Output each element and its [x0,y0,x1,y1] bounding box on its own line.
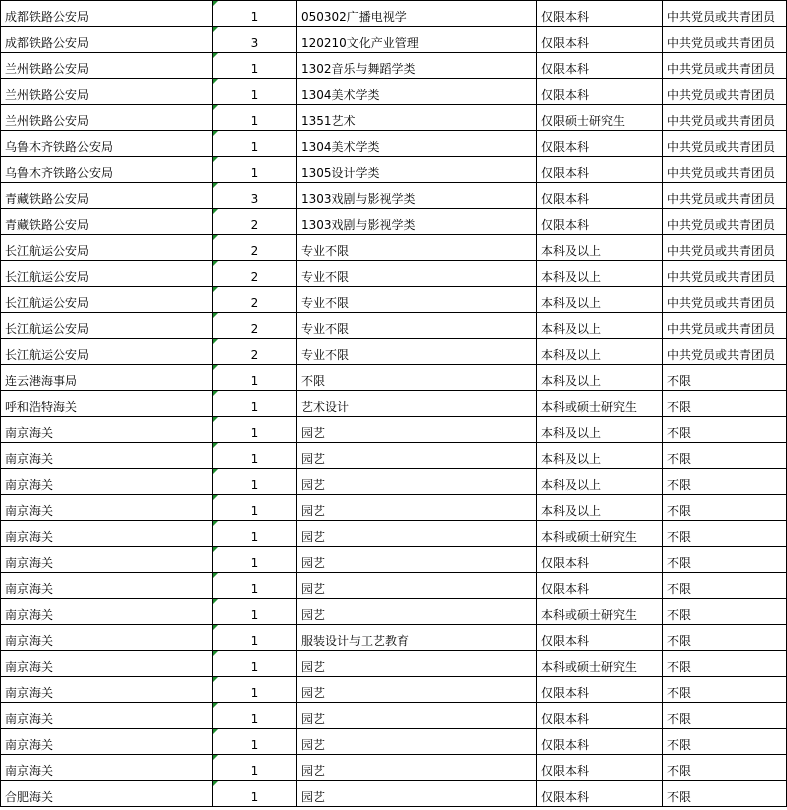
cell-political-status[interactable]: 中共党员或共青团员 [663,183,787,209]
cell-major[interactable]: 1304美术学类 [297,131,537,157]
cell-education[interactable]: 仅限硕士研究生 [537,105,663,131]
cell-education[interactable]: 本科或硕士研究生 [537,599,663,625]
cell-count[interactable]: 2 [213,313,297,339]
cell-major[interactable]: 园艺 [297,703,537,729]
cell-education[interactable]: 仅限本科 [537,183,663,209]
cell-count[interactable]: 1 [213,157,297,183]
table-row [1,495,787,521]
cell-political-status[interactable]: 不限 [663,781,787,807]
table-row [1,651,787,677]
cell-education[interactable]: 仅限本科 [537,703,663,729]
cell-education[interactable]: 本科或硕士研究生 [537,651,663,677]
cell-political-status[interactable]: 中共党员或共青团员 [663,53,787,79]
cell-education[interactable]: 仅限本科 [537,209,663,235]
cell-political-status[interactable]: 中共党员或共青团员 [663,313,787,339]
cell-unit[interactable]: 长江航运公安局 [1,235,213,261]
cell-major[interactable]: 园艺 [297,521,537,547]
cell-unit[interactable]: 南京海关 [1,443,213,469]
cell-unit[interactable]: 成都铁路公安局 [1,27,213,53]
cell-political-status[interactable]: 中共党员或共青团员 [663,1,787,27]
cell-unit[interactable]: 呼和浩特海关 [1,391,213,417]
cell-count[interactable]: 1 [213,365,297,391]
cell-unit[interactable]: 兰州铁路公安局 [1,53,213,79]
cell-education[interactable]: 仅限本科 [537,131,663,157]
cell-political-status[interactable]: 不限 [663,729,787,755]
table-row [1,183,787,209]
cell-education[interactable]: 仅限本科 [537,1,663,27]
cell-major[interactable]: 050302广播电视学 [297,1,537,27]
table-row [1,339,787,365]
cell-major[interactable]: 1304美术学类 [297,79,537,105]
cell-political-status[interactable]: 中共党员或共青团员 [663,27,787,53]
table-row [1,443,787,469]
cell-unit[interactable]: 成都铁路公安局 [1,1,213,27]
cell-major[interactable]: 专业不限 [297,261,537,287]
cell-political-status[interactable]: 不限 [663,651,787,677]
cell-unit[interactable]: 南京海关 [1,651,213,677]
table-row [1,677,787,703]
cell-count[interactable]: 2 [213,261,297,287]
cell-major[interactable]: 1351艺术 [297,105,537,131]
cell-count[interactable]: 2 [213,339,297,365]
cell-unit[interactable]: 南京海关 [1,547,213,573]
cell-unit[interactable]: 南京海关 [1,625,213,651]
table-row [1,599,787,625]
table-row [1,235,787,261]
cell-unit[interactable]: 长江航运公安局 [1,287,213,313]
cell-unit[interactable]: 南京海关 [1,729,213,755]
cell-count[interactable]: 1 [213,1,297,27]
cell-count[interactable]: 1 [213,417,297,443]
cell-major[interactable]: 园艺 [297,729,537,755]
table-row [1,703,787,729]
cell-unit[interactable]: 南京海关 [1,677,213,703]
cell-count[interactable]: 1 [213,703,297,729]
cell-education[interactable]: 仅限本科 [537,625,663,651]
cell-unit[interactable]: 南京海关 [1,703,213,729]
cell-political-status[interactable]: 不限 [663,469,787,495]
table-row [1,573,787,599]
cell-political-status[interactable]: 中共党员或共青团员 [663,131,787,157]
cell-education[interactable]: 仅限本科 [537,27,663,53]
cell-count[interactable]: 1 [213,625,297,651]
cell-count[interactable]: 1 [213,781,297,807]
cell-unit[interactable]: 合肥海关 [1,781,213,807]
cell-education[interactable]: 仅限本科 [537,157,663,183]
cell-unit[interactable]: 连云港海事局 [1,365,213,391]
cell-education[interactable]: 本科及以上 [537,339,663,365]
cell-count[interactable]: 2 [213,287,297,313]
cell-education[interactable]: 仅限本科 [537,781,663,807]
cell-count[interactable]: 1 [213,131,297,157]
cell-major[interactable]: 专业不限 [297,235,537,261]
cell-political-status[interactable]: 中共党员或共青团员 [663,339,787,365]
cell-major[interactable]: 园艺 [297,781,537,807]
cell-education[interactable]: 仅限本科 [537,547,663,573]
cell-political-status[interactable]: 中共党员或共青团员 [663,209,787,235]
cell-major[interactable]: 专业不限 [297,339,537,365]
cell-count[interactable]: 1 [213,755,297,781]
cell-major[interactable]: 不限 [297,365,537,391]
cell-political-status[interactable]: 中共党员或共青团员 [663,157,787,183]
cell-political-status[interactable]: 不限 [663,443,787,469]
cell-education[interactable]: 仅限本科 [537,729,663,755]
cell-education[interactable]: 仅限本科 [537,53,663,79]
cell-education[interactable]: 本科及以上 [537,469,663,495]
table-row [1,209,787,235]
cell-political-status[interactable]: 中共党员或共青团员 [663,105,787,131]
cell-unit[interactable]: 南京海关 [1,521,213,547]
cell-unit[interactable]: 南京海关 [1,495,213,521]
table-row [1,313,787,339]
cell-unit[interactable]: 乌鲁木齐铁路公安局 [1,157,213,183]
cell-major[interactable]: 1305设计学类 [297,157,537,183]
cell-count[interactable]: 1 [213,651,297,677]
table-row [1,625,787,651]
cell-education[interactable]: 仅限本科 [537,677,663,703]
cell-unit[interactable]: 南京海关 [1,469,213,495]
cell-political-status[interactable]: 中共党员或共青团员 [663,79,787,105]
cell-major[interactable]: 园艺 [297,547,537,573]
cell-unit[interactable]: 兰州铁路公安局 [1,105,213,131]
cell-major[interactable]: 120210文化产业管理 [297,27,537,53]
cell-count[interactable]: 1 [213,105,297,131]
cell-count[interactable]: 1 [213,469,297,495]
cell-political-status[interactable]: 不限 [663,625,787,651]
cell-political-status[interactable]: 中共党员或共青团员 [663,235,787,261]
table-row [1,53,787,79]
cell-count[interactable]: 1 [213,79,297,105]
cell-major[interactable]: 园艺 [297,599,537,625]
cell-major[interactable]: 专业不限 [297,313,537,339]
cell-education[interactable]: 本科及以上 [537,235,663,261]
cell-unit[interactable]: 兰州铁路公安局 [1,79,213,105]
table-row [1,131,787,157]
cell-education[interactable]: 本科及以上 [537,365,663,391]
table-row [1,287,787,313]
spreadsheet-body [1,1,787,807]
cell-unit[interactable]: 南京海关 [1,755,213,781]
cell-political-status[interactable]: 不限 [663,599,787,625]
table-row [1,79,787,105]
cell-unit[interactable]: 乌鲁木齐铁路公安局 [1,131,213,157]
cell-political-status[interactable]: 中共党员或共青团员 [663,287,787,313]
cell-count[interactable]: 2 [213,235,297,261]
table-row [1,157,787,183]
cell-unit[interactable]: 长江航运公安局 [1,339,213,365]
cell-education[interactable]: 本科及以上 [537,495,663,521]
cell-major[interactable]: 园艺 [297,755,537,781]
cell-political-status[interactable]: 不限 [663,677,787,703]
cell-count[interactable]: 1 [213,677,297,703]
cell-political-status[interactable]: 不限 [663,521,787,547]
cell-political-status[interactable]: 不限 [663,573,787,599]
cell-political-status[interactable]: 不限 [663,365,787,391]
cell-count[interactable]: 1 [213,443,297,469]
cell-count[interactable]: 1 [213,391,297,417]
table-row [1,1,787,27]
cell-political-status[interactable]: 不限 [663,547,787,573]
cell-major[interactable]: 专业不限 [297,287,537,313]
cell-count[interactable]: 1 [213,573,297,599]
table-row [1,547,787,573]
cell-education[interactable]: 本科及以上 [537,313,663,339]
table-row [1,469,787,495]
cell-count[interactable]: 1 [213,599,297,625]
table-row [1,755,787,781]
cell-count[interactable]: 1 [213,521,297,547]
cell-political-status[interactable]: 中共党员或共青团员 [663,261,787,287]
cell-education[interactable]: 本科及以上 [537,417,663,443]
cell-political-status[interactable]: 不限 [663,755,787,781]
cell-political-status[interactable]: 不限 [663,703,787,729]
cell-count[interactable]: 1 [213,495,297,521]
cell-unit[interactable]: 长江航运公安局 [1,313,213,339]
cell-education[interactable]: 仅限本科 [537,755,663,781]
cell-education[interactable]: 本科及以上 [537,287,663,313]
cell-education[interactable]: 仅限本科 [537,79,663,105]
cell-education[interactable]: 本科及以上 [537,261,663,287]
cell-count[interactable]: 1 [213,547,297,573]
table-row [1,365,787,391]
cell-major[interactable]: 园艺 [297,651,537,677]
table-row [1,27,787,53]
cell-political-status[interactable]: 不限 [663,391,787,417]
cell-count[interactable]: 1 [213,729,297,755]
cell-major[interactable]: 园艺 [297,677,537,703]
cell-count[interactable]: 1 [213,53,297,79]
cell-major[interactable]: 服装设计与工艺教育 [297,625,537,651]
cell-major[interactable]: 园艺 [297,417,537,443]
cell-political-status[interactable]: 不限 [663,417,787,443]
table-row [1,391,787,417]
table-row [1,105,787,131]
cell-education[interactable]: 本科或硕士研究生 [537,391,663,417]
cell-major[interactable]: 园艺 [297,469,537,495]
cell-unit[interactable]: 南京海关 [1,417,213,443]
cell-major[interactable]: 艺术设计 [297,391,537,417]
cell-major[interactable]: 园艺 [297,573,537,599]
cell-major[interactable]: 园艺 [297,495,537,521]
table-row [1,261,787,287]
cell-unit[interactable]: 南京海关 [1,599,213,625]
cell-count[interactable]: 2 [213,209,297,235]
cell-major[interactable]: 1303戏剧与影视学类 [297,209,537,235]
cell-unit[interactable]: 长江航运公安局 [1,261,213,287]
cell-education[interactable]: 仅限本科 [537,573,663,599]
cell-major[interactable]: 1303戏剧与影视学类 [297,183,537,209]
cell-count[interactable]: 3 [213,27,297,53]
table-row [1,521,787,547]
cell-count[interactable]: 3 [213,183,297,209]
table-row [1,417,787,443]
cell-unit[interactable]: 青藏铁路公安局 [1,209,213,235]
table-row [1,781,787,807]
cell-education[interactable]: 本科或硕士研究生 [537,521,663,547]
cell-unit[interactable]: 青藏铁路公安局 [1,183,213,209]
cell-major[interactable]: 1302音乐与舞蹈学类 [297,53,537,79]
cell-major[interactable]: 园艺 [297,443,537,469]
cell-unit[interactable]: 南京海关 [1,573,213,599]
cell-political-status[interactable]: 不限 [663,495,787,521]
table-row [1,729,787,755]
cell-education[interactable]: 本科及以上 [537,443,663,469]
